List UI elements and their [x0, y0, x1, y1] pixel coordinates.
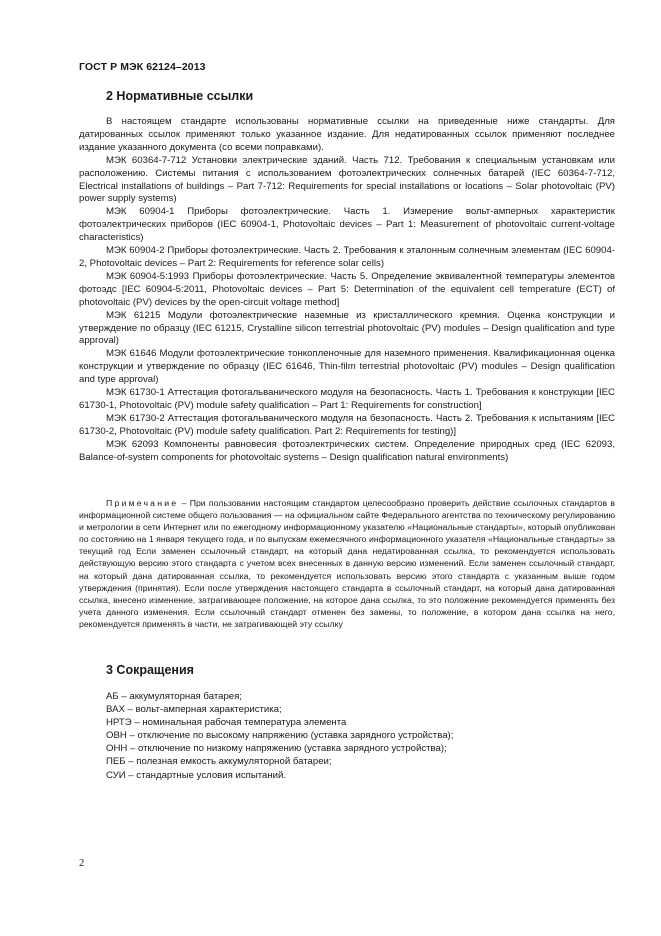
- standard-header: ГОСТ Р МЭК 62124–2013: [79, 61, 206, 73]
- page-number: 2: [79, 858, 85, 869]
- note-label: Примечание: [106, 498, 179, 508]
- reference-iec-61215: МЭК 61215 Модули фотоэлектрические наземные из кристаллического кремния. Оценка конструкции и утверждение по образцу (IEC 61215, Crystalline silicon terrestrial photovoltaic (PV) modules – Design qualification and type approval): [79, 309, 615, 347]
- section-3-title: 3 Сокращения: [106, 663, 194, 677]
- list-item: НРТЭ – номинальная рабочая температура элемента: [106, 717, 347, 729]
- note-text: – При пользовании настоящим стандартом целесообразно проверить действие ссылочных стандартов в информационной системе общего пользования — на официальном сайте Федерального агентства по техническому регулированию и метрологии в сети Интернет или по ежегодному информационному указателю «Национальные стандарты», который опубликован по состоянию на 1 января текущего года, и по выпускам ежемесячного информационного указателя «Национальные стандарты» за текущий год Если заменен ссылочный стандарт, на который дана недатированная ссылка, то рекомендуется использовать действующую версию этого стандарта с учетом всех внесенных в данную версию изменений. Если заменен ссылочный стандарт, на который дана датированная ссылка, то рекомендуется использовать версию этого стандарта с указанным выше годом утверждения (принятия). Если после утверждения настоящего стандарта в ссылочный стандарт, на который дана датированная ссылка, внесено изменение, затрагивающее положение, на которое дана ссылка, то это положение рекомендуется применять без учета данного изменения. Если ссылочный стандарт отменен без замены, то положение, в котором дана ссылка на него, рекомендуется применять в части, не затрагивающей эту ссылку: [79, 498, 615, 629]
- section-2-title: 2 Нормативные ссылки: [106, 89, 254, 103]
- reference-iec-61730-2: МЭК 61730-2 Аттестация фотогальванического модуля на безопасность. Часть 2. Требования к испытаниям [IEC 61730-2, Photovoltaic (PV) module safety qualification. Part 2: Requirements for testing)]: [79, 412, 615, 437]
- list-item: СУИ – стандартные условия испытаний.: [106, 769, 287, 781]
- reference-iec-60904-5: МЭК 60904-5:1993 Приборы фотоэлектрические. Часть 5. Определение эквивалентной температуры элементов фотоэдс [IEC 60904-5:2011, Photovoltaic devices – Part 5: Determination of the equivalent cell temperature (ECT) of photovoltaic (PV) devices by the open-circuit voltage method]: [79, 270, 615, 308]
- reference-iec-60904-2: МЭК 60904-2 Приборы фотоэлектрические. Часть 2. Требования к эталонным солнечным элементам (IEC 60904-2, Photovoltaic devices – Part 2: Requirements for reference solar cells): [79, 245, 615, 269]
- abbreviations-list: [106, 690, 606, 782]
- reference-iec-61730-1: МЭК 61730-1 Аттестация фотогальванического модуля на безопасность. Часть 1. Требования к конструкции [IEC 61730-1, Photovoltaic (PV) module safety qualification – Part 1: Requirements for construction]: [79, 387, 615, 411]
- paragraph: В настоящем стандарте использованы нормативные ссылки на приведенные ниже стандарты. Для датированных ссылок применяют только указанное издание. Для недатированных ссылок применяют последнее издание указанного документа (со всеми поправками).: [79, 116, 615, 153]
- list-item: АБ – аккумуляторная батарея;: [106, 691, 242, 702]
- reference-iec-60904-1: МЭК 60904-1 Приборы фотоэлектрические. Часть 1. Измерение вольт-амперных характеристик фотоэлектрических приборов (IEC 60904-1, Photovoltaic devices – Part 1: Measurement of photovoltaic current-voltage characteristics): [79, 206, 615, 244]
- list-item: ПЕБ – полезная емкость аккумуляторной батареи;: [106, 756, 332, 768]
- reference-iec-60364-7-712: МЭК 60364-7-712 Установки электрические зданий. Часть 712. Требования к специальным установкам или расположению. Системы питания с использованием фотоэлектрических солнечных батарей (IEC 60364-7-712, Electrical installations of buildings – Part 7-712: Requirements for special installations or locations – Solar photovoltaic (PV) power supply systems): [79, 154, 615, 205]
- note-paragraph: [79, 497, 615, 630]
- note-block: [79, 497, 615, 630]
- reference-iec-62093: МЭК 62093 Компоненты равновесия фотоэлектрических систем. Определение природных сред (IEC 62093, Balance-of-system components for photovoltaic systems – Design qualification natural environments): [79, 438, 615, 463]
- reference-iec-61646: МЭК 61646 Модули фотоэлектрические тонкопленочные для наземного применения. Квалификационная оценка конструкции и утверждение по образцу (IEC 61646, Thin-film terrestrial photovoltaic (PV) modules – Design qualification and type approval): [79, 348, 615, 386]
- list-item: ВАХ – вольт-амперная характеристика;: [106, 704, 282, 716]
- section-2-body: [79, 116, 615, 464]
- list-item: ОНН – отключение по низкому напряжению (уставка зарядного устройства);: [106, 743, 447, 755]
- list-item: ОВН – отключение по высокому напряжению (уставка зарядного устройства);: [106, 730, 454, 742]
